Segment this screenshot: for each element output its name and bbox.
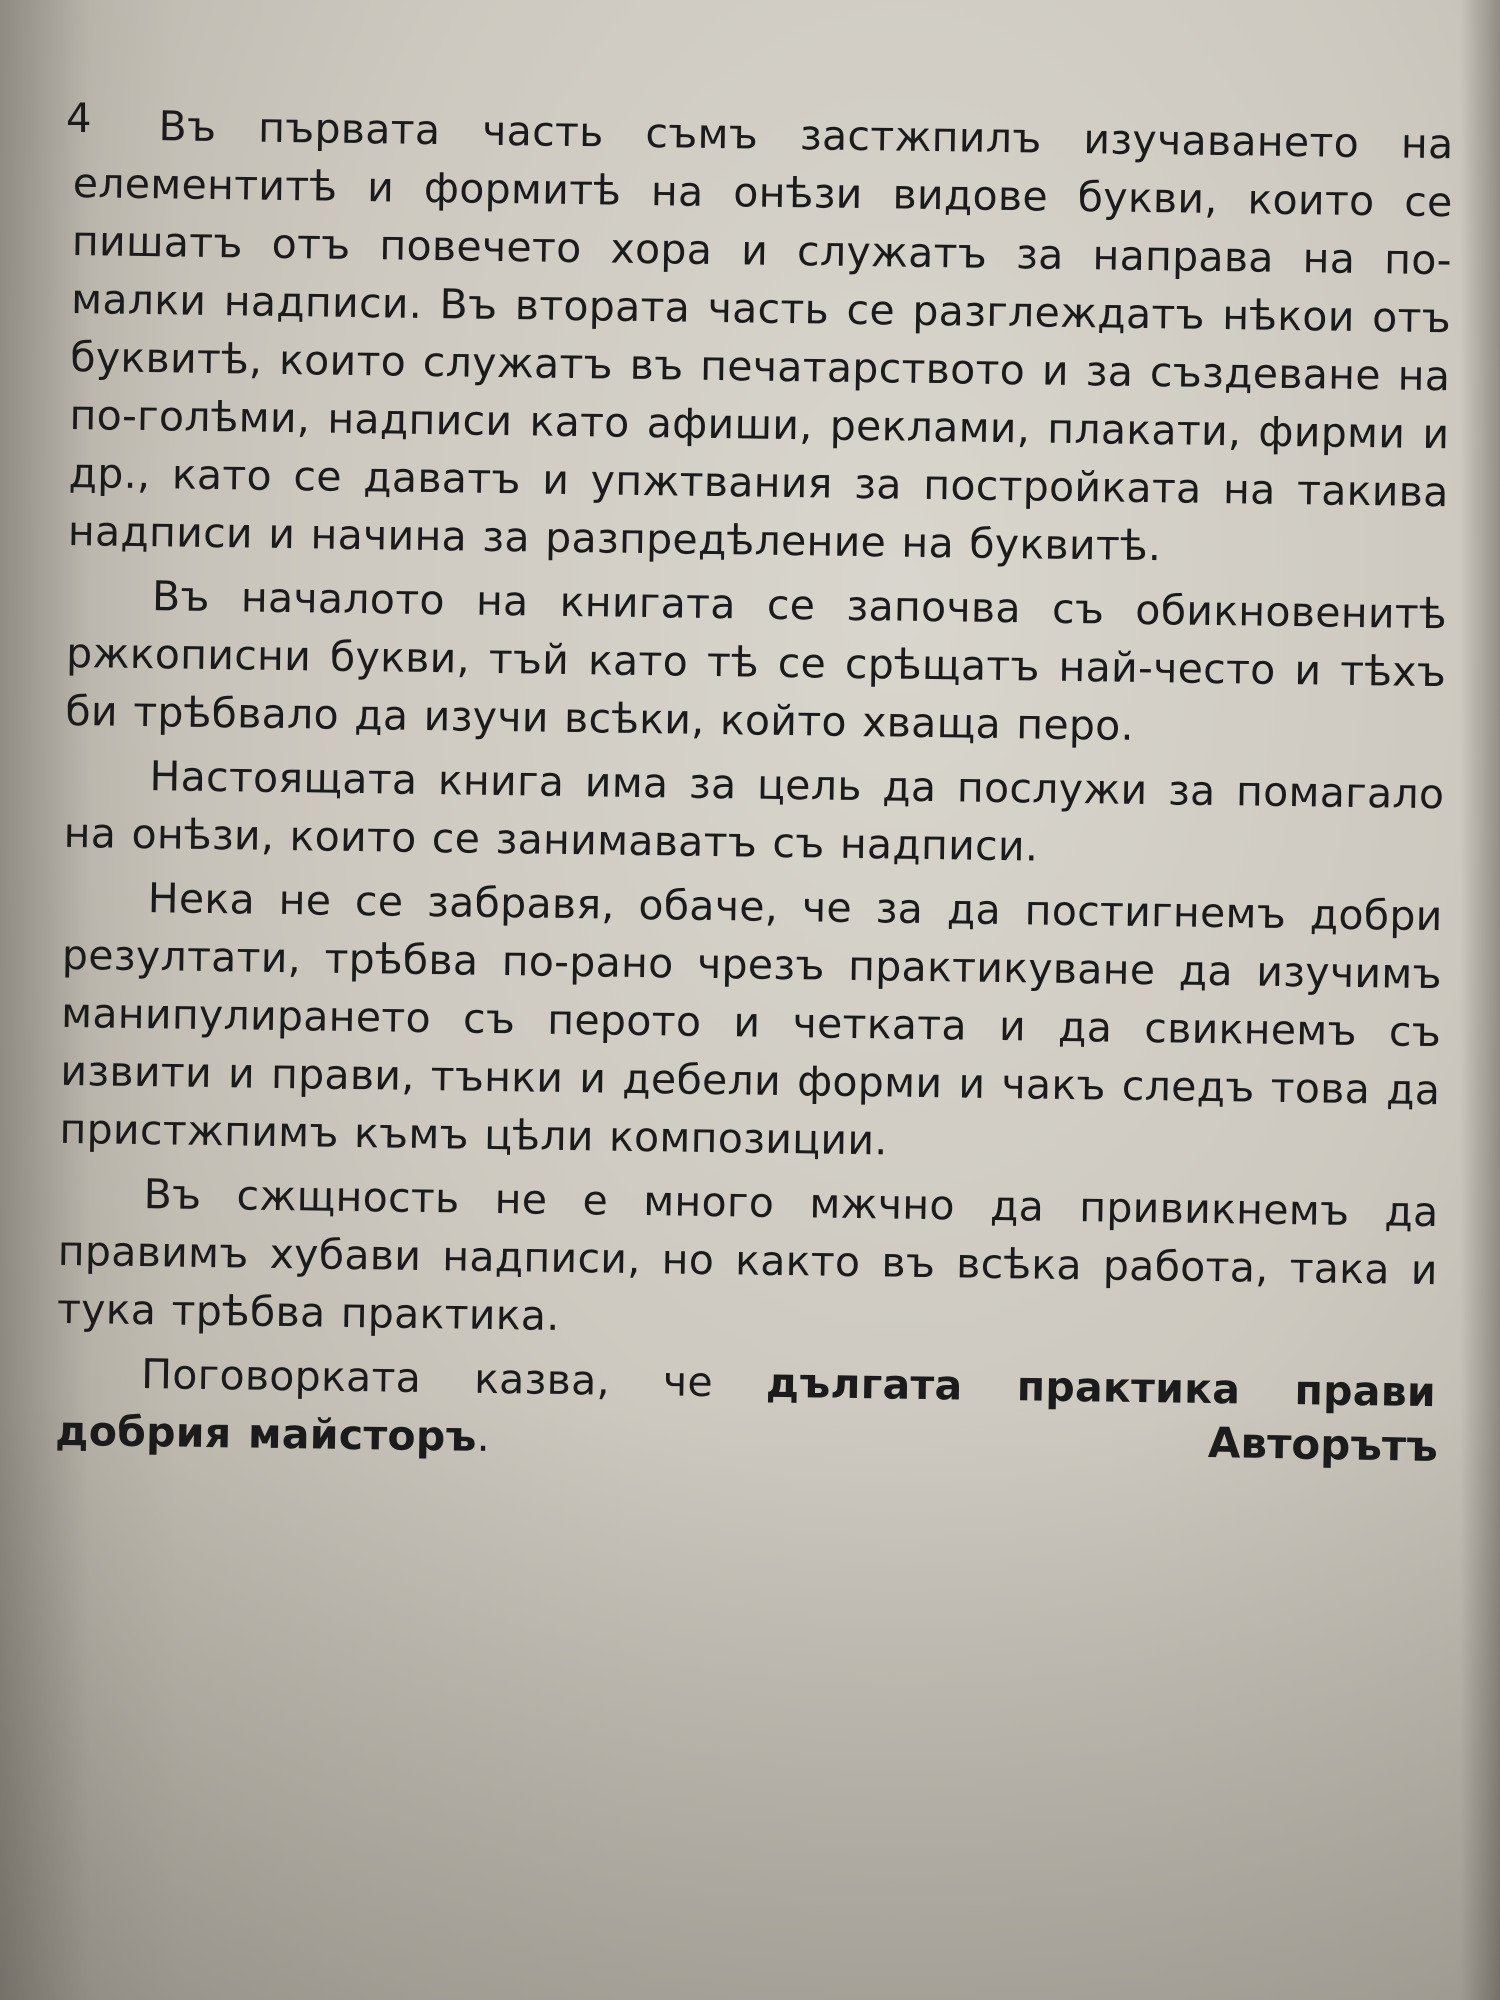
paragraph-6-end: . [476, 1412, 491, 1461]
preface-text [55, 96, 1454, 1479]
page-edge-shadow [1460, 0, 1500, 2000]
paragraph-1: Въ първата часть съмъ застжпилъ изучаването на елементитѣ и формитѣ на онѣзи видове букви, които се пишатъ отъ повечето хора и служатъ за направа на по-малки надписи. Въ втората часть се разглеждатъ нѣкои отъ буквитѣ, които служатъ въ печатарството и за създеване на по-голѣми, надписи като афиши, реклами, плакати, фирми и др., като се даватъ и упжтвания за постройката на такива надписи и начина за разпредѣление на буквитѣ. [67, 102, 1454, 571]
paragraph-2: Въ началото на книгата се започва съ обикновенитѣ ржкописни букви, тъй като тѣ се срѣщатъ най-често и тѣхъ би трѣбвало да изучи всѣки, който хваща перо. [65, 572, 1448, 750]
page-number: 4 [66, 96, 92, 142]
paragraph-6-lead: Поговорката казва, че [140, 1350, 767, 1407]
paragraph-6-proverb: дългата практика прави добрия майсторъ [55, 1358, 1437, 1461]
paragraph-4: Нека не се забравя, обаче, че за да постигнемъ добри резултати, трѣбва по-рано чрезъ практикуване да изучимъ манипулирането съ перото и четката и да свикнемъ съ извити и прави, тънки и дебели форми и чакъ следъ това да пристжпимъ къмъ цѣли композиции. [59, 874, 1444, 1165]
paragraph-5: Въ сжщность не е много мжчно да привикнемъ да правимъ хубави надписи, но както въ всѣка работа, така и тука трѣбва практика. [56, 1170, 1439, 1340]
author-signature: Авторътъ [1207, 1417, 1439, 1472]
paragraph-3: Настоящата книга има за цель да послужи за помагало на онѣзи, които се занимаватъ съ надписи. [63, 752, 1445, 871]
